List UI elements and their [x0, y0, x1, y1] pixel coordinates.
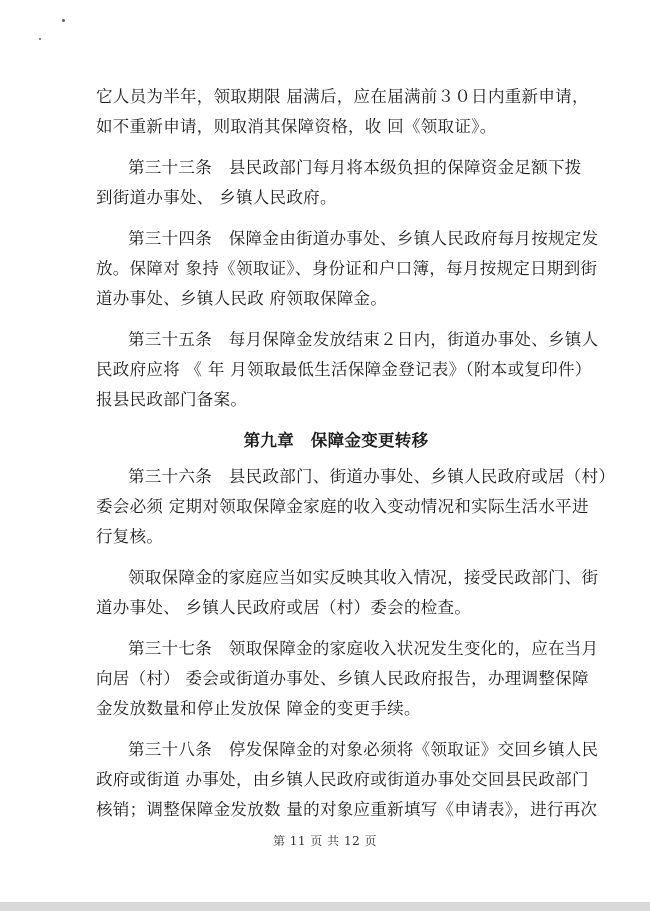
- text-line: 它人员为半年，领取期限 届满后，应在届满前３０日内重新申请，: [96, 87, 589, 106]
- text-line: 金发放数量和停止发放保 障金的变更手续。: [96, 699, 421, 718]
- text-line: 政府或街道 办事处，由乡镇人民政府或街道办事处交回县民政部门: [96, 770, 589, 789]
- text-line: 道办事处、乡镇人民政 府领取保障金。: [96, 289, 388, 308]
- scan-speck: [62, 19, 65, 22]
- article-33-line: 第三十三条 县民政部门每月将本级负担的保障资金足额下拨: [128, 158, 582, 177]
- article-35-line: 第三十五条 每月保障金发放结束２日内，街道办事处、乡镇人: [128, 330, 599, 349]
- text-line: 行复核。: [96, 527, 164, 546]
- page-number-footer: 第 11 页 共 12 页: [272, 834, 378, 848]
- text-line: 报县民政部门备案。: [96, 390, 248, 409]
- article-34-line: 第三十四条 保障金由街道办事处、乡镇人民政府每月按规定发: [128, 229, 599, 248]
- chapter-heading: 第九章 保障金变更转移: [243, 431, 429, 450]
- text-line: 道办事处、 乡镇人民政府或居（村）委会的检查。: [96, 598, 472, 617]
- text-line: 如不重新申请，则取消其保障资格，收 回《领取证》。: [96, 117, 497, 136]
- text-line: 民政府应将 《 年 月领取最低生活保障金登记表》（附本或复印件）: [96, 360, 592, 379]
- scan-edge-shadow: [0, 902, 650, 911]
- text-line: 向居（村） 委会或街道办事处、乡镇人民政府报告，办理调整保障: [96, 669, 589, 688]
- scan-speck: [39, 38, 41, 40]
- text-line: 到街道办事处、 乡镇人民政府。: [96, 188, 337, 207]
- document-body: [96, 82, 616, 825]
- article-38-line: 第三十八条 停发保障金的对象必须将《领取证》交回乡镇人民: [128, 740, 599, 759]
- text-line: 核销；调整保障金发放数 量的对象应重新填写《申请表》，进行再次: [96, 800, 598, 819]
- text-line: 放。保障对 象持《领取证》、身份证和户口簿，每月按规定日期到街: [96, 259, 598, 278]
- paragraph-line: 领取保障金的家庭应当如实反映其收入情况，接受民政部门、街: [128, 568, 599, 587]
- article-36-line: 第三十六条 县民政部门、街道办事处、乡镇人民政府或居（村）: [128, 467, 616, 486]
- article-37-line: 第三十七条 领取保障金的家庭收入状况发生变化的，应在当月: [128, 639, 599, 658]
- text-line: 委会必须 定期对领取保障金家庭的收入变动情况和实际生活水平进: [96, 497, 589, 516]
